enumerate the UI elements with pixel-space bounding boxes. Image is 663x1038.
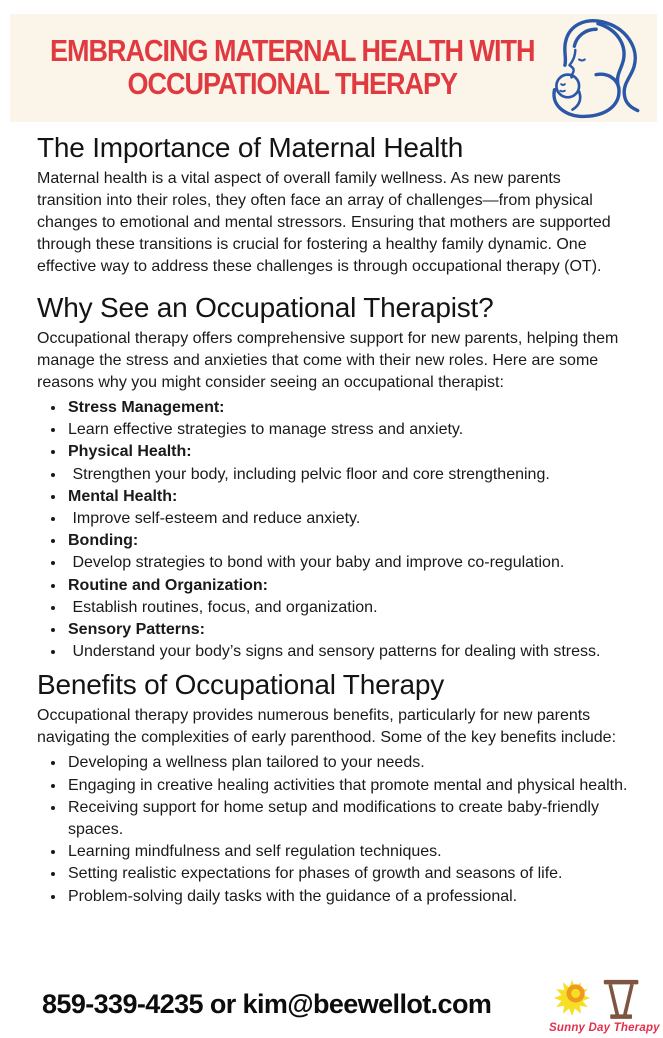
list-item: • Bonding:: [66, 530, 629, 552]
list-item: • Mental Health:: [66, 486, 629, 508]
section-paragraph: Maternal health is a vital aspect of overall family wellness. As new parents transition into their roles, they often face an array of challenges—from physical changes to emotional and mental stressors. Ensuring that mothers are supported through these transitions is crucial for fostering a healthy family dynamic. One effective way to address these challenges is through occupational therapy (OT).: [37, 170, 611, 275]
bullet-list: [37, 752, 629, 907]
list-item: • Improve self-esteem and reduce anxiety.: [66, 508, 629, 530]
list-item: • Physical Health:: [66, 441, 629, 463]
sun-icon: [554, 980, 590, 1016]
section-paragraph: Occupational therapy provides numerous benefits, particularly for new parents navigating the complexities of early parenthood. Some of the key benefits include:: [37, 707, 617, 747]
section-why-see-ot: [37, 291, 629, 663]
list-item: • Strengthen your body, including pelvic floor and core strengthening.: [66, 464, 629, 486]
list-item: • Develop strategies to bond with your baby and improve co-regulation.: [66, 552, 629, 574]
list-item: • Engaging in creative healing activities that promote mental and physical health.: [66, 775, 629, 797]
section-heading: Why See an Occupational Therapist?: [37, 292, 494, 323]
banner-title-line2: OCCUPATIONAL THERAPY: [127, 66, 457, 102]
list-item: • Establish routines, focus, and organization.: [66, 597, 629, 619]
flyer-body: [0, 131, 663, 908]
bullet-list: [37, 397, 629, 663]
mother-baby-icon: [534, 16, 662, 120]
list-item: • Setting realistic expectations for phases of growth and seasons of life.: [66, 863, 629, 885]
list-item: • Stress Management:: [66, 397, 629, 419]
list-item: • Learning mindfulness and self regulation techniques.: [66, 841, 629, 863]
section-heading: The Importance of Maternal Health: [37, 132, 464, 163]
ot-swing-icon: [604, 980, 639, 1019]
logo-text: Sunny Day Therapy: [549, 1022, 660, 1034]
header-banner: [10, 14, 657, 122]
list-item: • Sensory Patterns:: [66, 619, 629, 641]
banner-title-line1: EMBRACING MATERNAL HEALTH WITH: [50, 33, 535, 69]
section-importance: [37, 131, 629, 278]
section-heading: Benefits of Occupational Therapy: [37, 669, 445, 701]
list-item: • Learn effective strategies to manage stress and anxiety.: [66, 419, 629, 441]
section-benefits: [37, 668, 629, 907]
banner-title: [10, 35, 534, 101]
sunny-day-therapy-logo: [549, 974, 660, 1034]
list-item: • Receiving support for home setup and modifications to create baby-friendly spaces.: [66, 797, 629, 841]
list-item: • Routine and Organization:: [66, 575, 629, 597]
footer: [0, 968, 663, 1038]
contact-info: 859-339-4235 or kim@beewellot.com: [42, 989, 492, 1019]
list-item: • Problem-solving daily tasks with the guidance of a professional.: [66, 886, 629, 908]
list-item: • Understand your body’s signs and sensory patterns for dealing with stress.: [66, 641, 629, 663]
section-paragraph: Occupational therapy offers comprehensive support for new parents, helping them manage the stress and anxieties that come with their new roles. Here are some reasons why you might consider seeing an occupational therapist:: [37, 330, 619, 391]
list-item: • Developing a wellness plan tailored to your needs.: [66, 752, 629, 774]
